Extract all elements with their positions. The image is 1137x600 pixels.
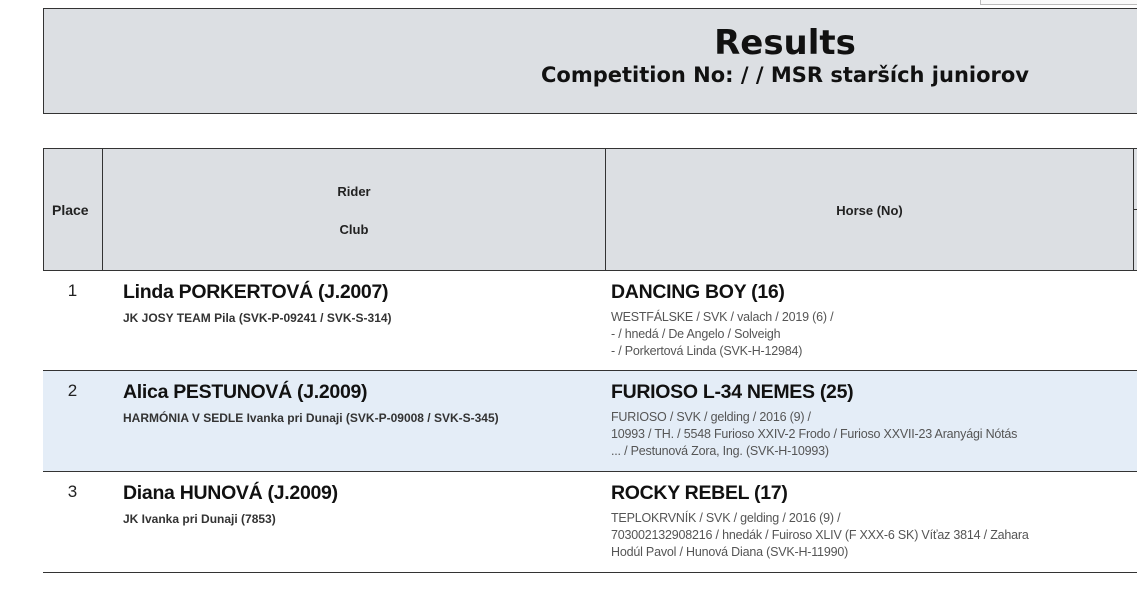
rider-club: JK Ivanka pri Dunaji (7853) <box>123 512 276 526</box>
column-header-horse <box>606 149 1134 270</box>
horse-detail-line: ... / Pestunová Zora, Ing. (SVK-H-10993) <box>611 444 829 458</box>
horse-detail-line: - / hnedá / De Angelo / Solveigh <box>611 327 781 341</box>
rider-club: JK JOSY TEAM Pila (SVK-P-09241 / SVK-S-314) <box>123 311 392 325</box>
table-row <box>43 371 1137 472</box>
horse-name: FURIOSO L-34 NEMES (25) <box>611 381 854 403</box>
rider-name: Linda PORKERTOVÁ (J.2007) <box>123 281 389 303</box>
results-header <box>43 8 1137 114</box>
table-row <box>43 271 1137 371</box>
competition-subtitle: Competition No: / / MSR starších juniorov <box>540 63 1029 87</box>
table-row <box>43 472 1137 573</box>
horse-detail-line: - / Porkertová Linda (SVK-H-12984) <box>611 344 803 358</box>
place-cell: 2 <box>67 381 78 400</box>
rider-name: Alica PESTUNOVÁ (J.2009) <box>123 381 368 403</box>
horse-name: ROCKY REBEL (17) <box>611 482 788 504</box>
place-cell: 3 <box>67 482 78 501</box>
horse-detail-line: Hodúl Pavol / Hunová Diana (SVK-H-11990) <box>611 545 849 559</box>
horse-detail-line: 703002132908216 / hnedák / Fuiroso XLIV (F XXX-6 SK) Víťaz 3814 / Zahara <box>611 528 1029 542</box>
place-cell: 1 <box>67 281 78 300</box>
column-header-rider <box>103 149 606 270</box>
column-header-place-label: Place <box>52 202 89 218</box>
horse-detail-line: TEPLOKRVNÍK / SVK / gelding / 2016 (9) / <box>611 511 841 525</box>
rider-club: HARMÓNIA V SEDLE Ivanka pri Dunaji (SVK-P-09008 / SVK-S-345) <box>123 411 499 425</box>
horse-name: DANCING BOY (16) <box>611 281 785 303</box>
page-title: Results <box>714 23 856 63</box>
corner-frame <box>980 0 1137 5</box>
rider-name: Diana HUNOVÁ (J.2009) <box>123 482 338 504</box>
horse-detail-line: WESTFÁLSKE / SVK / valach / 2019 (6) / <box>611 310 834 324</box>
table-header <box>43 148 1137 271</box>
column-header-place <box>44 149 103 270</box>
horse-detail-line: 10993 / TH. / 5548 Furioso XXIV-2 Frodo / Furioso XXVII-23 Aranyági Nótás <box>611 427 1018 441</box>
column-header-horse-label: Horse (No) <box>836 203 903 218</box>
horse-detail-line: FURIOSO / SVK / gelding / 2016 (9) / <box>611 410 811 424</box>
column-header-rider-label: Rider <box>337 184 371 199</box>
column-header-club-label: Club <box>339 222 369 237</box>
